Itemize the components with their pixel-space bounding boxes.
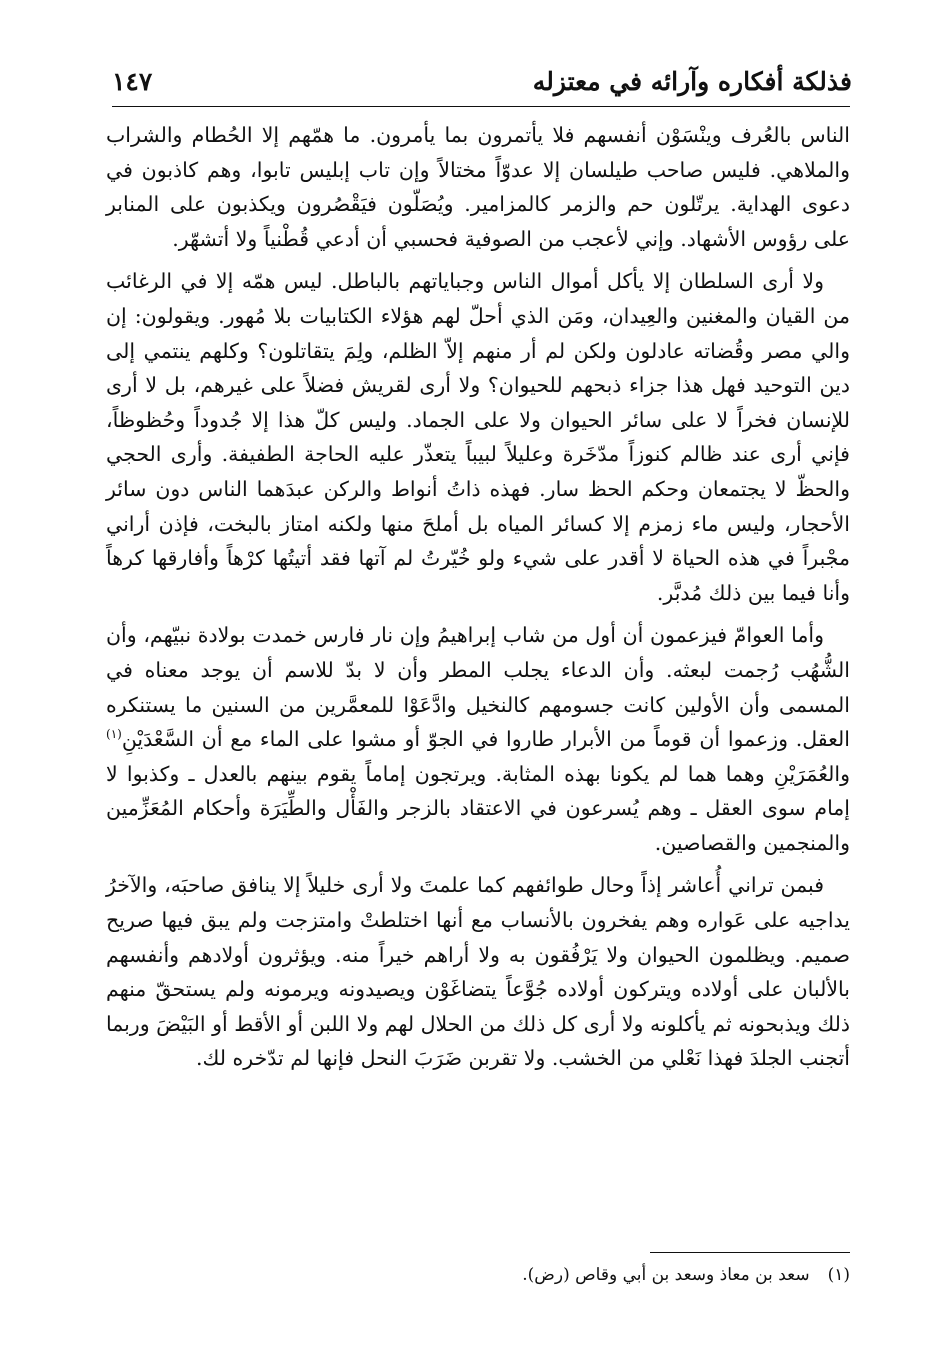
footnote-rule <box>650 1252 850 1253</box>
footnote-text: سعد بن معاذ وسعد بن أبي وقاص (رض). <box>522 1265 810 1285</box>
page-header <box>112 62 852 102</box>
page-number: ١٤٧ <box>112 67 153 96</box>
paragraph-3-text-before-note: وأما العوامّ فيزعمون أن أول من شاب إبراهيمُ وإن نار فارس خمدت بولادة نبيّهم، وأن الشُّهُب رُجمت لبعثه. وأن الدعاء يجلب المطر وأن لا بدّ للاسم أن يوجد معناه في المسمى وأن الأولين كانت جسومهم كالنخيل وادَّعَوْا للمعمَّرين من السنين ما يستنكره العقل. وزعموا أن قوماً من الأبرار طاروا في الجوّ أو مشوا على الماء مع أن السَّعْدَيْنِ <box>106 623 850 752</box>
paragraph-1: الناس بالعُرف وينْسَوْن أنفسهم فلا يأتمرون بما يأمرون. ما همّهم إلا الحُطام والشراب والملاهي. فليس صاحب طيلسان إلا عدوّاً مختالاً وإن تاب إبليس تابوا، وهم كاذبون في دعوى الهداية. يرتّلون حم والزمر كالمزامير. ويُصَلّون فيَقْصُرون ويكذبون على المنابر على رؤوس الأشهاد. وإني لأعجب من الصوفية فحسبي أن أدعي قُطْنياً ولا أتشهّر. <box>106 123 850 251</box>
paragraph-4: فبمن تراني أُعاشر إذاً وحال طوائفهم كما علمتَ ولا أرى خليلاً إلا ينافق صاحبَه، والآخرُ يداجيه على عَواره وهم يفخرون بالأنساب مع أنها اختلطتْ وامتزجت ولم يبق فيها صريح صميم. ويظلمون الحيوان ولا يَرْفُقون به ولا أراهم خيراً منه. ويؤثرون أولادهم وأنفسهم بالألبان على أولاده ويتركون أولاده جُوَّعاً يتضاغَوْن ويصيدونه ويرمونه ولم يستحقّ منهم ذلك ويذبحونه ثم يأكلونه ولا أرى كل ذلك من الحلال لهم ولا اللبن أو الأقط أو البَيْضَ وربما أتجنب الجلدَ فهذا نَعْلي من الخشب. ولا تقربن ضَرَبَ النحل فإنها لم تدّخره لك. <box>106 873 850 1071</box>
running-title: فذلكة أفكاره وآرائه في معتزله <box>532 67 852 96</box>
footnote-reference: (١) <box>106 727 122 742</box>
footnote <box>106 1260 850 1290</box>
header-rule <box>112 106 850 107</box>
paragraph-3-text-after-note: والعُمَرَيْنِ وهما هما لم يكونا بهذه المثابة. ويرتجون إماماً يقوم بينهم بالعدل ـ وكذبوا لا إمام سوى العقل ـ وهم يُسرعون في الاعتقاد بالزجر والفَأْل والطِّيَرَة وأحكام المُعَزِّمين والمنجمين والقصاصين. <box>106 761 850 855</box>
footnote-marker: (١) <box>827 1265 850 1285</box>
paragraph-3 <box>106 618 850 860</box>
paragraph-2: ولا أرى السلطان إلا يأكل أموال الناس وجباياتهم بالباطل. ليس همّه إلا في الرغائب من القيان والمغنين والعِيدان، ومَن الذي أحلّ لهم هؤلاء الكتابيات بلا مُهور. ويقولون: إن والي مصر وقُضاته عادلون ولكن لم أر منهم إلاّ الظلم، ولِمَ يتقاتلون؟ وكلهم ينتمي إلى دين التوحيد فهل هذا جزاء ذبحهم للحيوان؟ ولا أرى لقريش فضلاً على غيرهم، بل لا أرى للإنسان فخراً لا على سائر الحيوان ولا على الجماد. وليس كلّ هذا إلا جُدوداً وحُظوظاً، فإني أرى عند ظالم كنوزاً مدّخَرة وعليلاً لبيباً يتعذّر عليه الحاجة الطفيفة. وأرى الحجي والحظّ لا يجتمعان وحكم الحظ سار. فهذه ذاتُ أنواط والركن عبدَهما الناس دون سائر الأحجار، وليس ماء زمزم إلا كسائر المياه بل أملحَ منها ولكنه امتاز بالبخت، فإذن أراني مجْبراً في هذه الحياة لا أقدر على شيء ولو خُيّرتُ لم آتها فقد أتيتُها كرْهاً وأفارقها كرهاً وأنا فيما بين ذلك مُدبَّر. <box>106 269 850 605</box>
body-text <box>106 118 850 1084</box>
